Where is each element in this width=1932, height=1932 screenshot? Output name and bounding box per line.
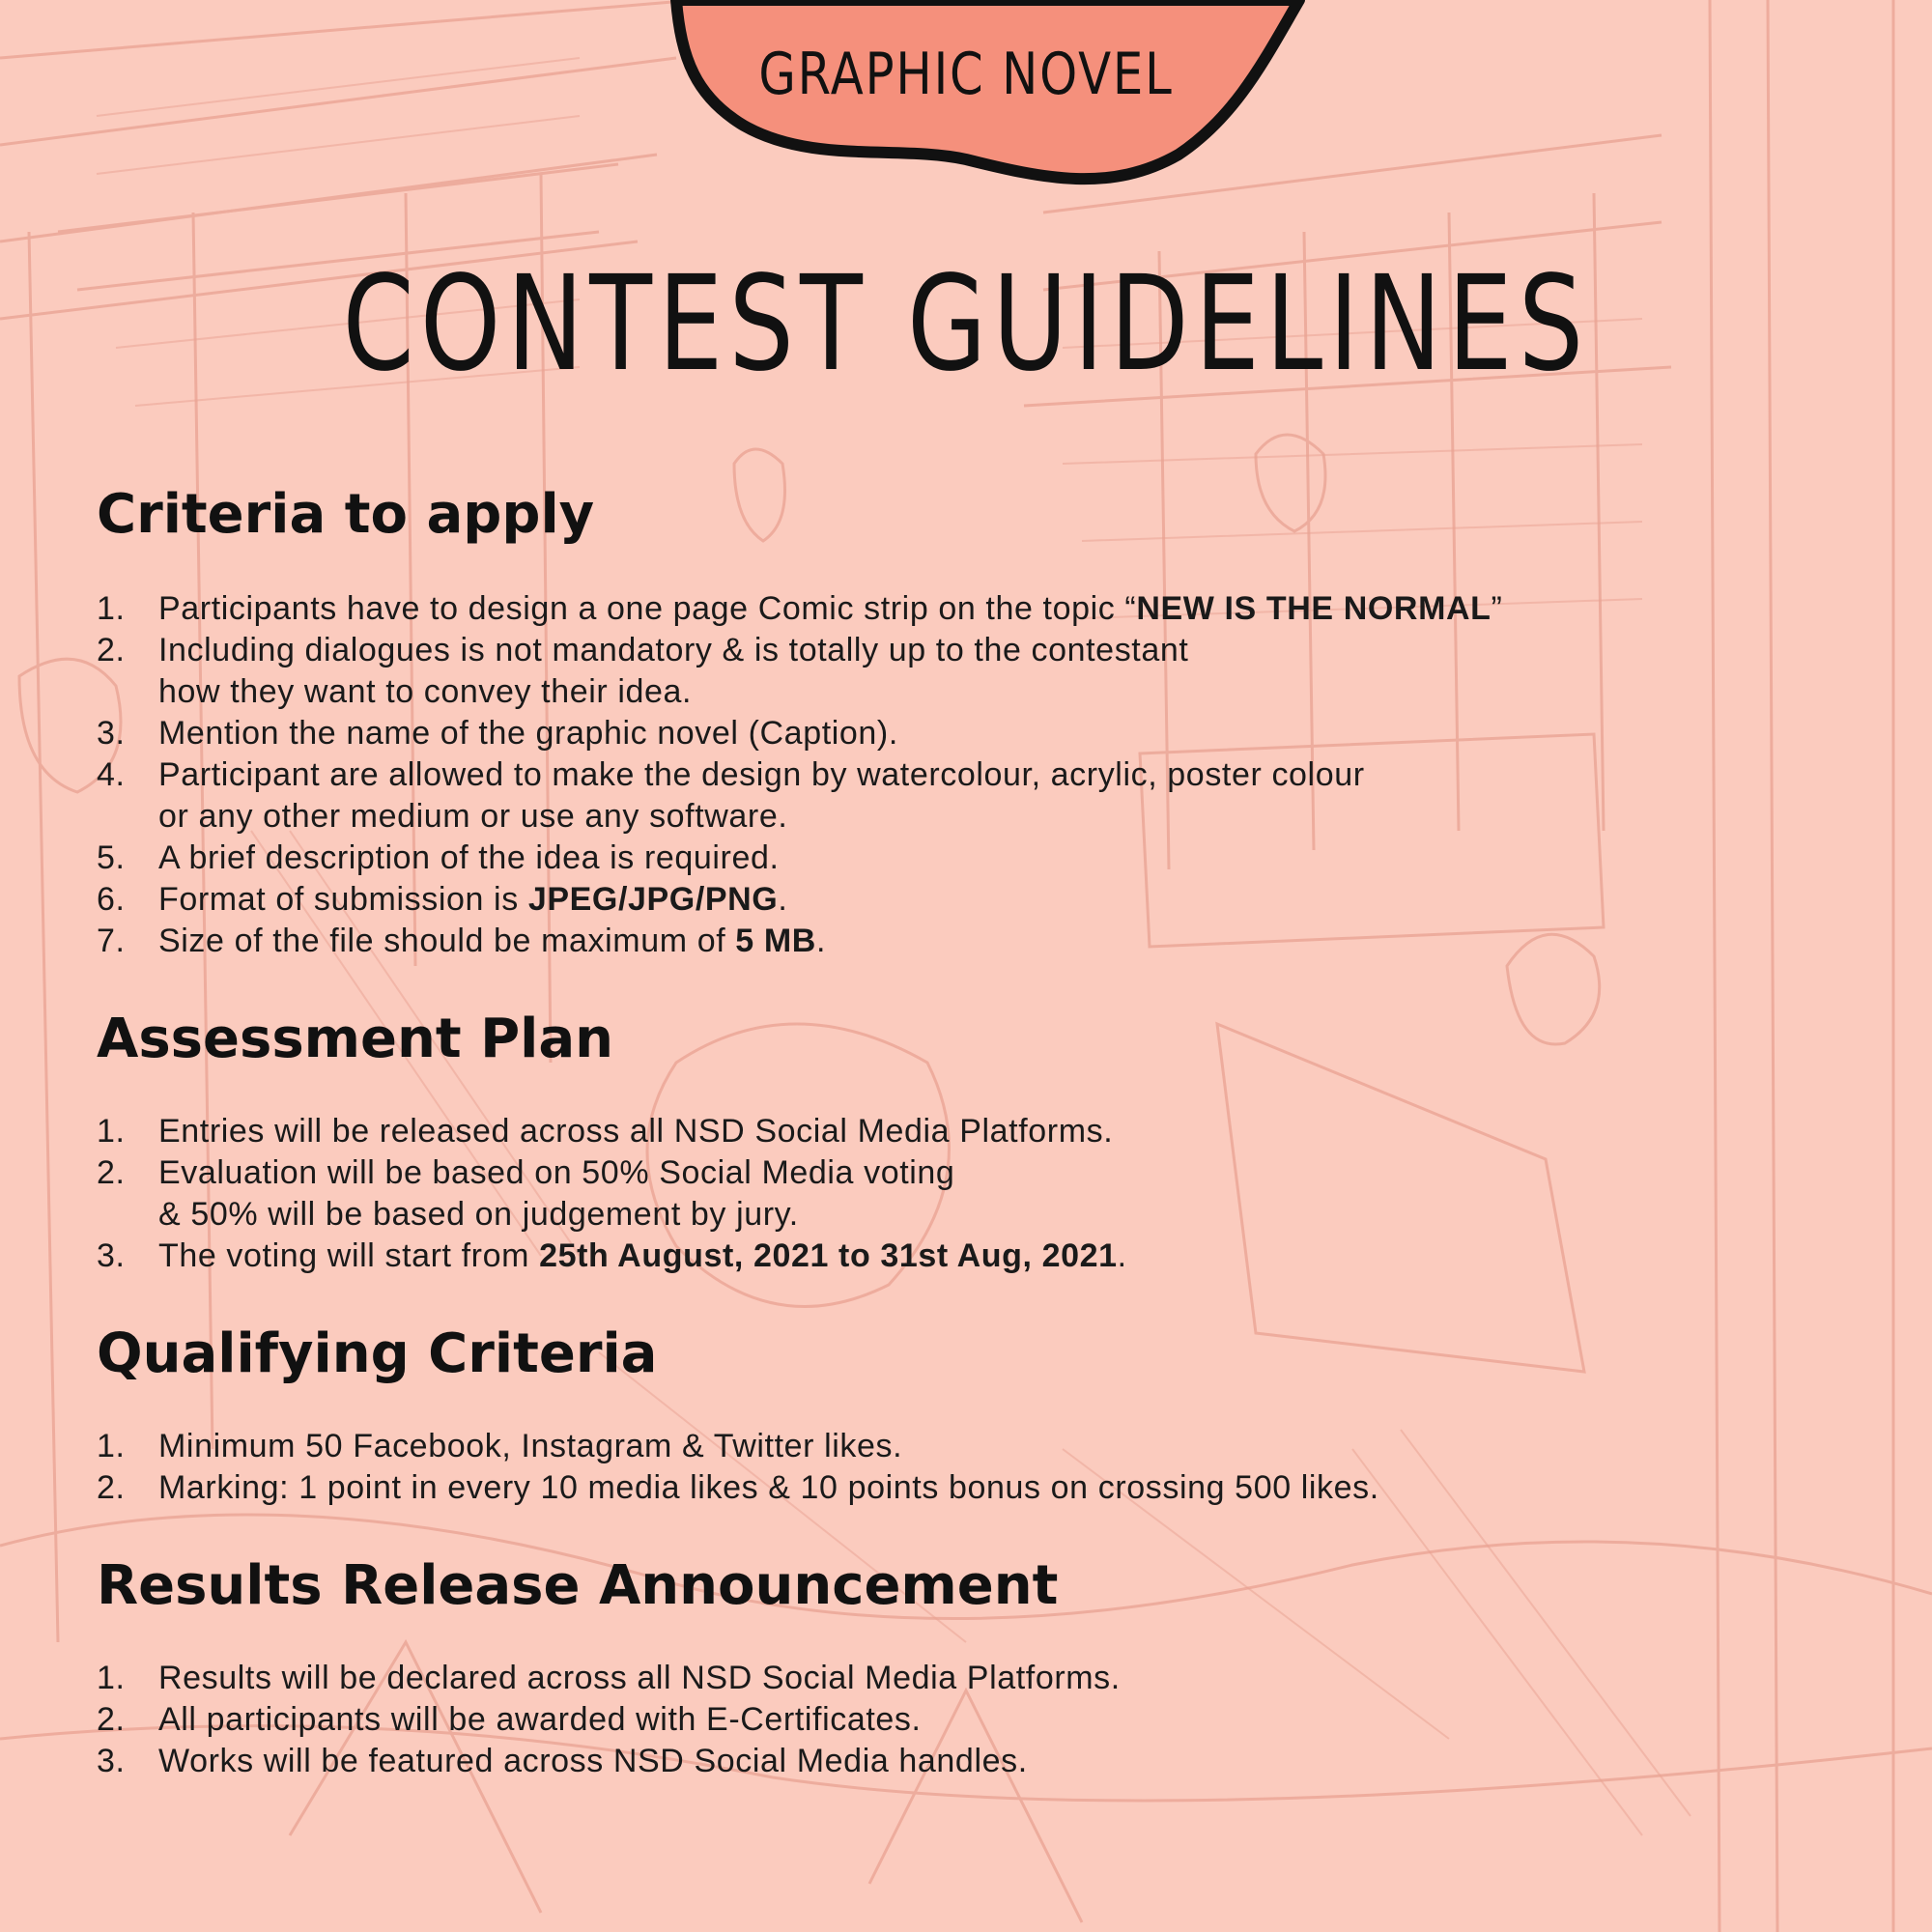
item-number: 1.: [97, 1428, 126, 1464]
item-text: The voting will start from: [158, 1237, 540, 1274]
criteria-list: [97, 588, 1855, 962]
item-text: All participants will be awarded with E-Certificates.: [158, 1701, 922, 1738]
item-text-line2: how they want to convey their idea.: [158, 673, 693, 710]
section-heading: Assessment Plan: [97, 1008, 614, 1070]
item-number: 6.: [97, 881, 126, 918]
section-assessment-plan: [97, 1008, 1855, 1277]
topic-highlight: NEW IS THE NORMAL: [1136, 590, 1492, 627]
item-number: 2.: [97, 632, 126, 668]
item-text-line1: Including dialogues is not mandatory & is totally up to the contestant: [158, 632, 1189, 668]
item-text-line1: Evaluation will be based on 50% Social Media voting: [158, 1154, 955, 1191]
list-item: [97, 630, 1855, 713]
section-results-release: [97, 1554, 1855, 1782]
assessment-list: [97, 1111, 1855, 1277]
list-item: [97, 1152, 1855, 1236]
results-list: [97, 1658, 1855, 1782]
list-item: [97, 1699, 1855, 1741]
date-highlight: 25th August, 2021 to 31st Aug, 2021: [539, 1237, 1118, 1274]
list-item: [97, 838, 1855, 879]
section-heading: Criteria to apply: [97, 483, 595, 546]
item-number: 3.: [97, 715, 126, 752]
item-number: 3.: [97, 1743, 126, 1779]
guidelines-content: [97, 483, 1855, 1782]
item-number: 2.: [97, 1701, 126, 1738]
list-item: [97, 1236, 1855, 1277]
list-item: [97, 713, 1855, 754]
item-text: Mention the name of the graphic novel (Caption).: [158, 715, 898, 752]
list-item: [97, 1658, 1855, 1699]
item-text-end: .: [815, 923, 826, 959]
list-item: [97, 879, 1855, 921]
list-item: [97, 1111, 1855, 1152]
item-text-end: .: [1117, 1237, 1127, 1274]
item-number: 3.: [97, 1237, 126, 1274]
list-item: [97, 1426, 1855, 1467]
item-text: Size of the file should be maximum of: [158, 923, 736, 959]
item-text-end: ”: [1491, 590, 1503, 627]
item-number: 2.: [97, 1154, 126, 1191]
list-item: [97, 921, 1855, 962]
badge-label: GRAPHIC NOVEL: [758, 41, 1174, 108]
item-number: 1.: [97, 1113, 126, 1150]
item-text: Results will be declared across all NSD Social Media Platforms.: [158, 1660, 1121, 1696]
section-qualifying-criteria: [97, 1322, 1855, 1509]
item-text: A brief description of the idea is required.: [158, 839, 780, 876]
item-text: Works will be featured across NSD Social Media handles.: [158, 1743, 1028, 1779]
item-number: 2.: [97, 1469, 126, 1506]
item-text: Minimum 50 Facebook, Instagram & Twitter likes.: [158, 1428, 903, 1464]
section-heading: Qualifying Criteria: [97, 1322, 658, 1385]
item-text-line2: or any other medium or use any software.: [158, 798, 788, 835]
format-highlight: JPEG/JPG/PNG: [527, 881, 779, 918]
list-item: [97, 754, 1855, 838]
item-text: Participants have to design a one page Comic strip on the topic “: [158, 590, 1137, 627]
list-item: [97, 1741, 1855, 1782]
page-title: CONTEST GUIDELINES: [342, 248, 1590, 401]
item-text-line2: & 50% will be based on judgement by jury.: [158, 1196, 799, 1233]
item-number: 1.: [97, 1660, 126, 1696]
item-text: Format of submission is: [158, 881, 528, 918]
item-text-line1: Participant are allowed to make the design by watercolour, acrylic, poster colour: [158, 756, 1365, 793]
section-heading: Results Release Announcement: [97, 1554, 1059, 1617]
item-number: 4.: [97, 756, 126, 793]
list-item: [97, 1467, 1855, 1509]
qualifying-list: [97, 1426, 1855, 1509]
list-item: [97, 588, 1855, 630]
item-number: 1.: [97, 590, 126, 627]
item-number: 7.: [97, 923, 126, 959]
size-highlight: 5 MB: [735, 923, 816, 959]
item-text-end: .: [778, 881, 788, 918]
item-text: Entries will be released across all NSD Social Media Platforms.: [158, 1113, 1114, 1150]
item-number: 5.: [97, 839, 126, 876]
section-criteria-to-apply: [97, 483, 1855, 962]
item-text: Marking: 1 point in every 10 media likes & 10 points bonus on crossing 500 likes.: [158, 1469, 1379, 1506]
